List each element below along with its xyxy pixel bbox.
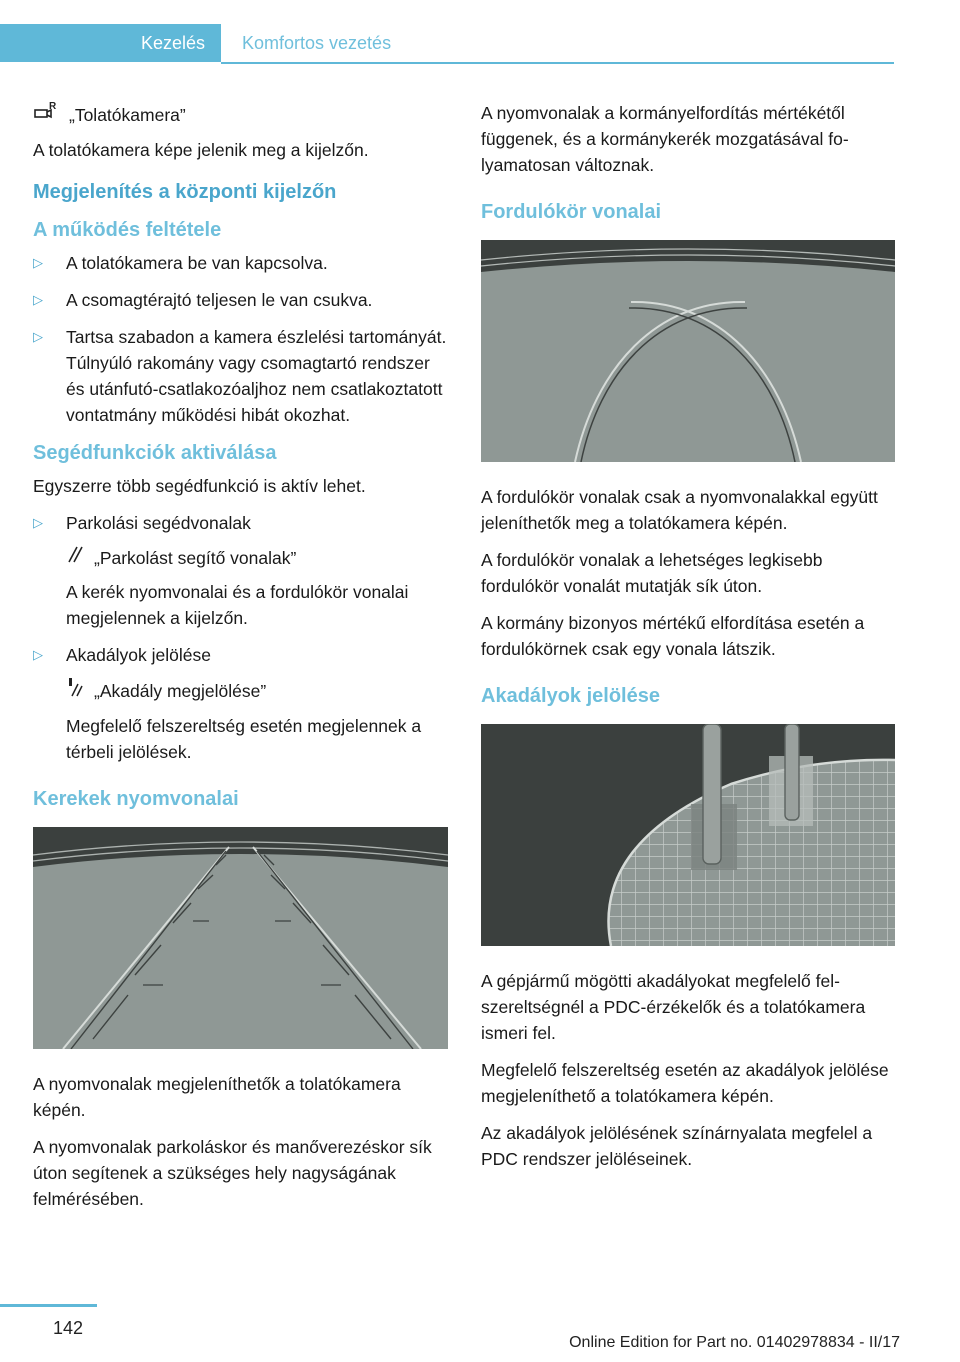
camera-label-line — [33, 100, 448, 129]
triangle-bullet-icon: ▷ — [33, 255, 43, 270]
tracks-paragraph-2: A nyomvonalak parkoláskor és manőverezéskor sík úton segítenek a szükséges hely nagyságának felmérésében. — [33, 1137, 432, 1209]
assist-2-title: Akadályok jelölése — [66, 645, 211, 665]
heading-display: Megjelenítés a központi kijelzőn — [33, 181, 337, 203]
svg-text:R: R — [49, 101, 57, 112]
assist-1-title: Parkolási segédvonalak — [66, 513, 251, 533]
heading-assist: Segédfunkciók aktiválása — [33, 442, 277, 464]
assist-1-label-line — [66, 544, 448, 571]
tracks-paragraph-1: A nyomvonalak megjeleníthetők a tolatókamera képén. — [33, 1074, 401, 1120]
assist-list — [33, 510, 448, 765]
list-item: ▷ Tartsa szabadon a kamera észlelési tartományát. Túlnyúló rakomány vagy csomagtartó rendszer és utánfutó-csatlakozóaljhoz nem csatlakoztatott vontatmány működési hibát okozhat. — [33, 324, 448, 428]
wheel-tracks-figure — [33, 827, 448, 1049]
turning-paragraph-1: A fordulókör vonalak csak a nyomvonalakkal együtt jeleníthetők meg a tolatókamera képén. — [481, 487, 878, 533]
condition-list — [33, 250, 448, 428]
assist-2-label-line — [66, 676, 448, 705]
heading-turning: Fordulókör vonalai — [481, 201, 662, 223]
obstacle-marking-icon — [66, 676, 84, 705]
turning-circle-figure — [481, 240, 895, 462]
triangle-bullet-icon: ▷ — [33, 292, 43, 307]
obstacle-paragraph-2: Megfelelő felszereltség esetén az akadályok jelölése megjeleníthető a tolatókamera képén. — [481, 1060, 889, 1106]
assist-2-desc: Megfelelő felszereltség esetén megjelennek a térbeli jelölések. — [66, 716, 422, 762]
triangle-bullet-icon: ▷ — [33, 647, 43, 662]
assist-intro: Egyszerre több segédfunkció is aktív lehet. — [33, 476, 366, 496]
header-subsection: Komfortos vezetés — [242, 33, 392, 53]
obstacle-marking-figure — [481, 724, 895, 946]
triangle-bullet-icon: ▷ — [33, 329, 43, 344]
heading-tracks: Kerekek nyomvonalai — [33, 788, 239, 810]
turning-paragraph-3: A kormány bizonyos mértékű elfordítása esetén a fordulókörnek csak egy vonala látszik. — [481, 613, 865, 659]
header-rule — [221, 62, 894, 64]
heading-obstacle: Akadályok jelölése — [481, 685, 660, 707]
obstacle-paragraph-1: A gépjármű mögötti akadályokat megfelelő felszereltségnél a PDC-érzékelők és a tolatókamera ismeri fel. — [481, 971, 866, 1043]
list-item: ▷ A tolatókamera be van kapcsolva. — [33, 250, 448, 276]
header-section-tab — [0, 24, 221, 62]
obstacle-paragraph-3: Az akadályok jelölésének színárnyalata megfelel a PDC rendszer jelöléseinek. — [481, 1123, 873, 1169]
header-section: Kezelés — [140, 33, 205, 53]
assist-1-label: „Parkolást segítő vonalak” — [94, 547, 297, 568]
list-item — [33, 642, 448, 765]
left-column — [33, 100, 448, 1223]
triangle-bullet-icon: ▷ — [33, 515, 43, 530]
list-item: ▷ A csomagtérajtó teljesen le van csukva. — [33, 287, 448, 313]
camera-icon — [33, 100, 59, 129]
heading-condition: A működés feltétele — [33, 219, 222, 241]
right-intro: A nyomvonalak a kormányelfordítás mértékétől függenek, és a kormánykerék mozgatásával folyamatosan változnak. — [481, 103, 849, 175]
camera-description: A tolatókamera képe jelenik meg a kijelzőn. — [33, 140, 369, 160]
turning-paragraph-2: A fordulókör vonalak a lehetséges legkisebb fordulókör vonalát mutatják sík úton. — [481, 550, 823, 596]
camera-label: „Tolatókamera” — [69, 104, 186, 125]
parking-lines-icon — [66, 544, 84, 571]
footer-rule — [0, 1304, 97, 1307]
list-item — [33, 510, 448, 631]
edition-note: Online Edition for Part no. 01402978834 - II/17 — [569, 1334, 900, 1351]
page-number: 142 — [53, 1318, 84, 1338]
assist-1-desc: A kerék nyomvonalai és a fordulókör vonalai megjelennek a kijelzőn. — [66, 582, 409, 628]
assist-2-label: „Akadály megjelölése” — [94, 680, 267, 701]
right-column — [481, 100, 895, 1183]
